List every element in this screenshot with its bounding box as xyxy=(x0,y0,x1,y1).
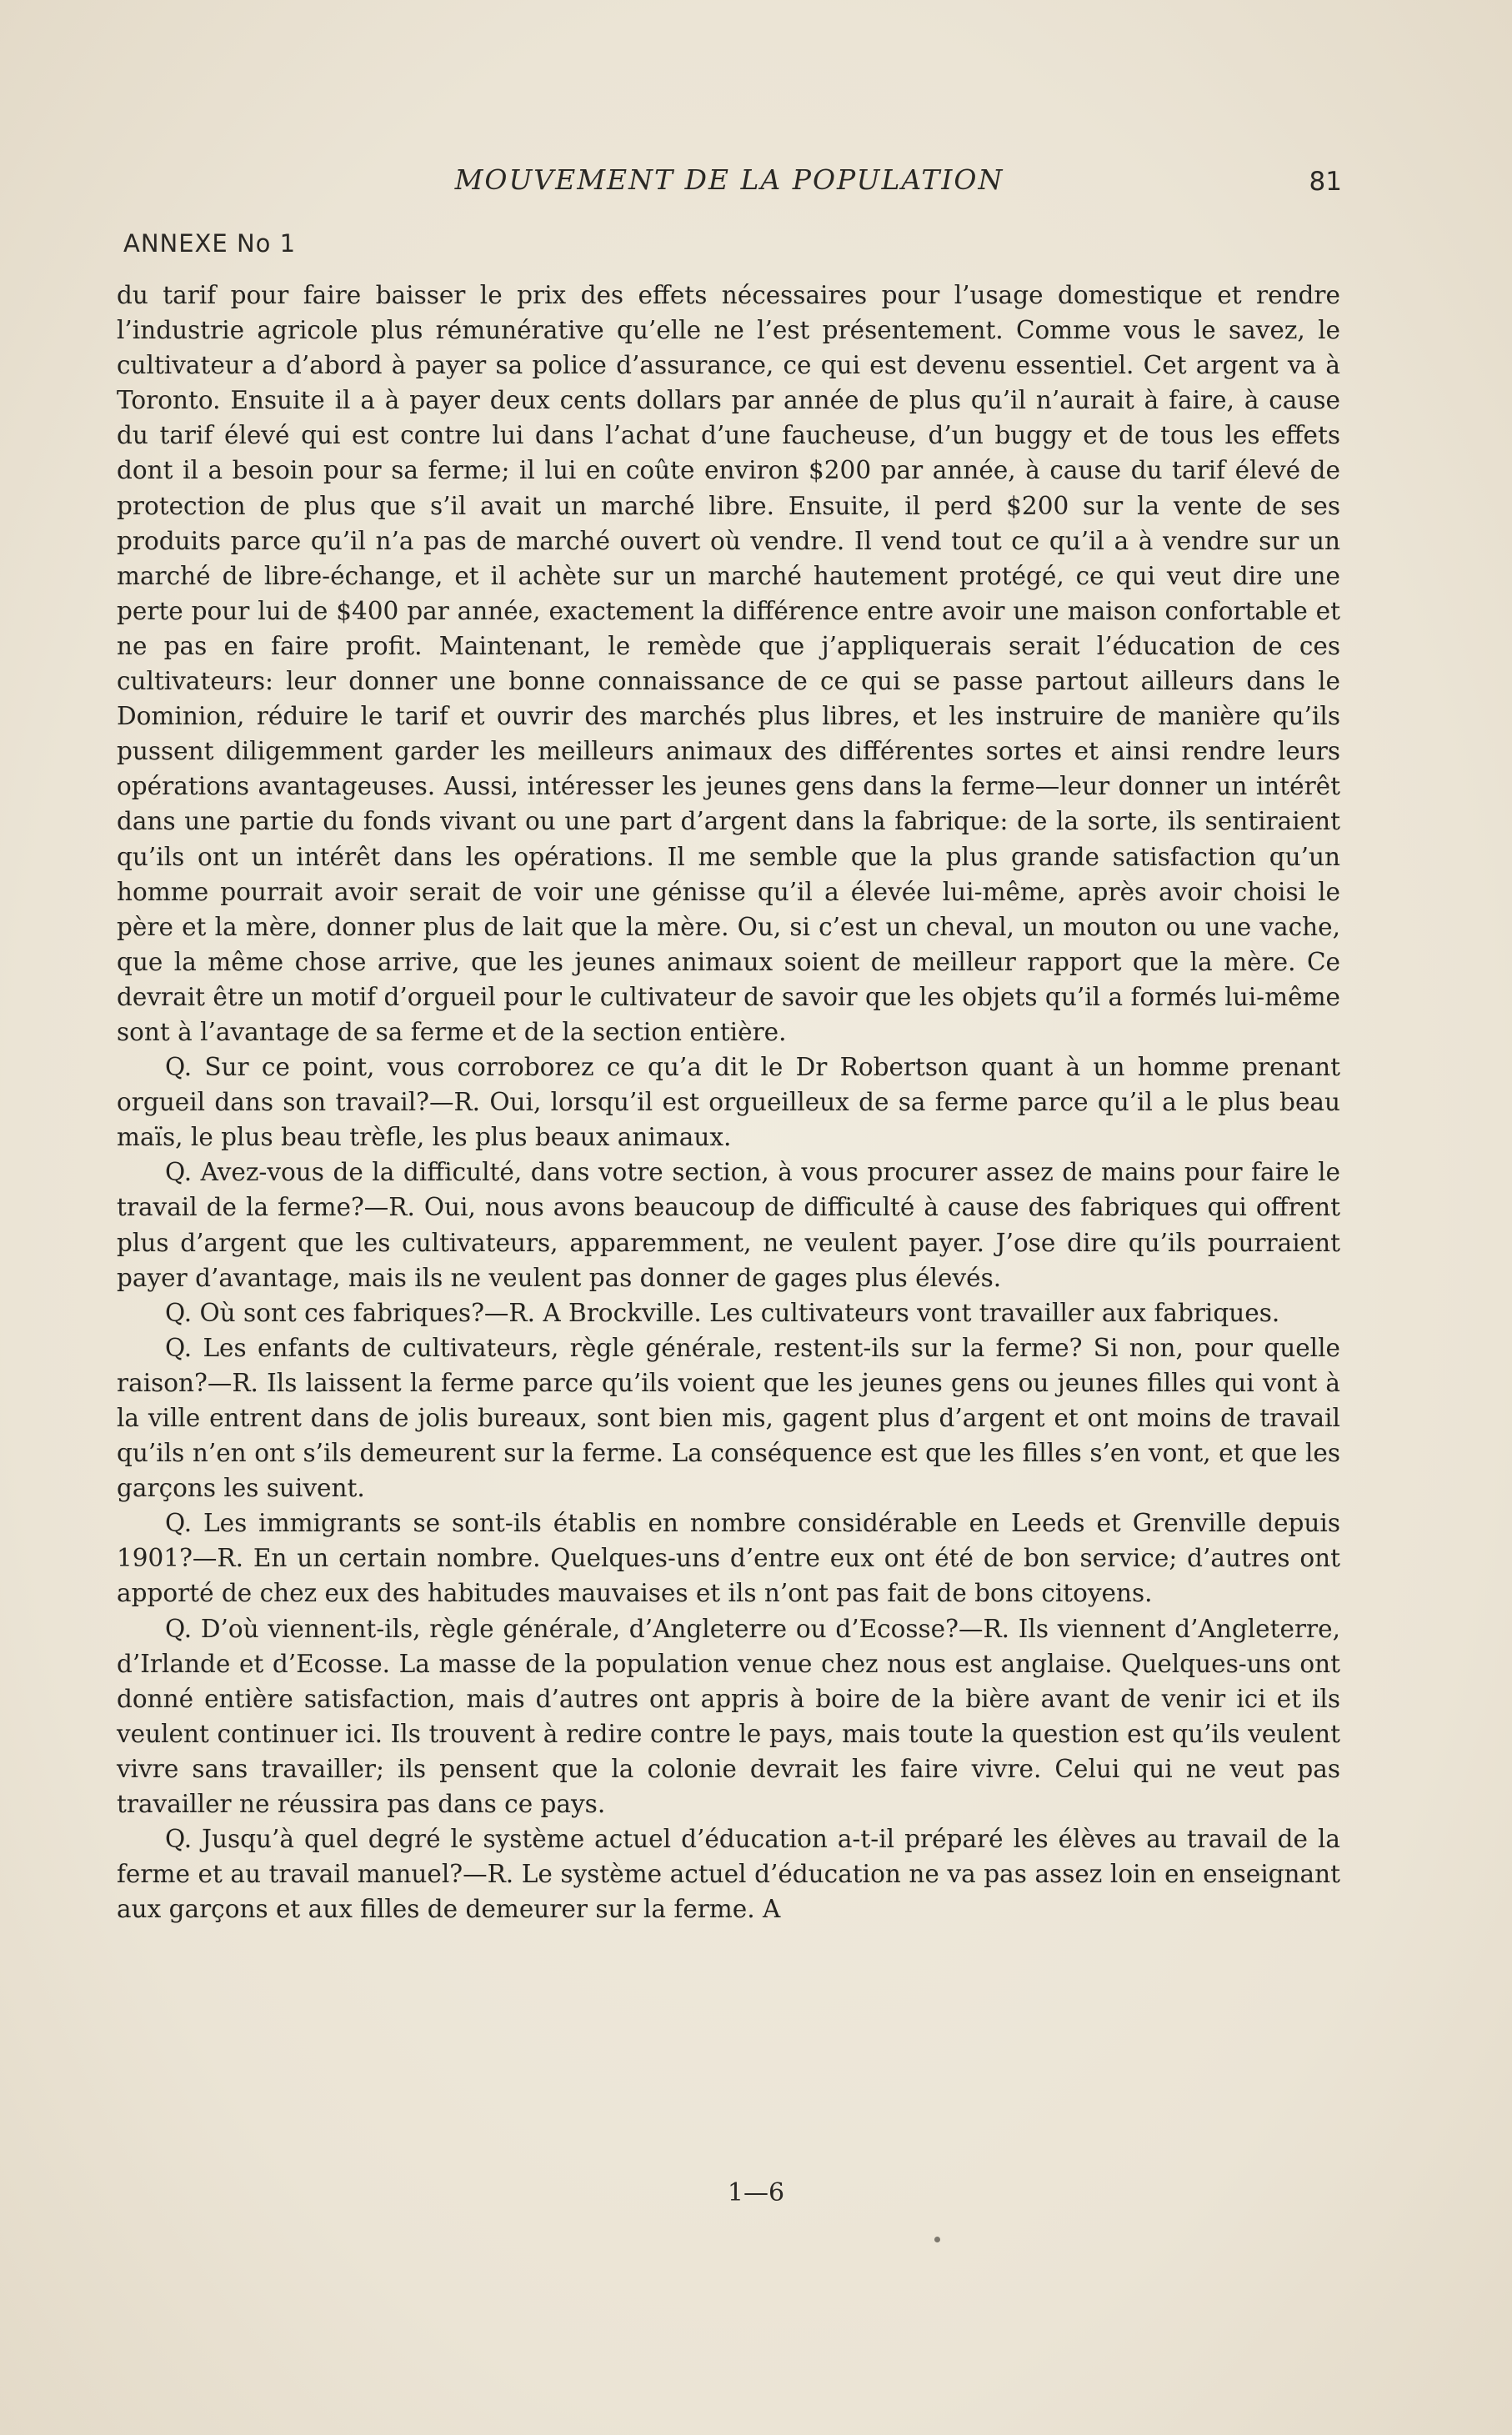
paragraph: Q. Sur ce point, vous corroborez ce qu’a dit le Dr Robertson quant à un homme prenant orgueil dans son travail?—R. Oui, lorsqu’il est orgueilleux de sa ferme parce qu’il a le plus beau maïs, le plus beau trèfle, les plus beaux animaux. xyxy=(117,1053,1340,1152)
print-speck xyxy=(934,2237,940,2242)
page-number: 81 xyxy=(1309,167,1342,197)
running-title: MOUVEMENT DE LA POPULATION xyxy=(454,163,1004,196)
signature-mark: 1—6 xyxy=(727,2178,785,2207)
running-header xyxy=(117,163,1342,205)
paragraph: Q. Où sont ces fabriques?—R. A Brockville. Les cultivateurs vont travailler aux fabriques. xyxy=(165,1298,1280,1327)
annex-label: ANNEXE No 1 xyxy=(123,229,297,258)
paragraph: Q. D’où viennent-ils, règle générale, d’Angleterre ou d’Ecosse?—R. Ils viennent d’Angleterre, d’Irlande et d’Ecosse. La masse de la population venue chez nous est anglaise. Quelques-uns ont donné entière satisfaction, mais d’autres ont appris à boire de la bière avant de venir ici et ils veulent continuer ici. Ils trouvent à redire contre le pays, mais toute la question est qu’ils veulent vivre sans travailler; ils pensent que la colonie devrait les faire vivre. Celui qui ne veut pas travailler ne réussira pas dans ce pays. xyxy=(117,1614,1340,1819)
paragraph: Q. Les enfants de cultivateurs, règle générale, restent-ils sur la ferme? Si non, pour quelle raison?—R. Ils laissent la ferme parce qu’ils voient que les jeunes gens ou jeunes filles qui vont à la ville entrent dans de jolis bureaux, sont bien mis, gagent plus d’argent et ont moins de travail qu’ils n’en ont s’ils demeurent sur la ferme. La conséquence est que les filles s’en vont, et que les garçons les suivent. xyxy=(117,1333,1340,1503)
paragraph: Q. Les immigrants se sont-ils établis en nombre considérable en Leeds et Grenville depuis 1901?—R. En un certain nombre. Quelques-uns d’entre eux ont été de bon service; d’autres ont apporté de chez eux des habitudes mauvaises et ils n’ont pas fait de bons citoyens. xyxy=(117,1509,1340,1608)
paragraph: du tarif pour faire baisser le prix des effets nécessaires pour l’usage domestique et rendre l’industrie agricole plus rémunérative qu’elle ne l’est présentement. Comme vous le savez, le cultivateur a d’abord à payer sa police d’assurance, ce qui est devenu essentiel. Cet argent va à Toronto. Ensuite il a à payer deux cents dollars par année de plus qu’il n’aurait à faire, à cause du tarif élevé qui est contre lui dans l’achat d’une faucheuse, d’un buggy et de tous les effets dont il a besoin pour sa ferme; il lui en coûte environ $200 par année, à cause du tarif élevé de protection de plus que s’il avait un marché libre. Ensuite, il perd $200 sur la vente de ses produits parce qu’il n’a pas de marché ouvert où vendre. Il vend tout ce qu’il a à vendre sur un marché de libre-échange, et il achète sur un marché hautement protégé, ce qui veut dire une perte pour lui de $400 par année, exactement la différence entre avoir une maison confortable et ne pas en faire profit. Maintenant, le remède que j’appliquerais serait l’éducation de ces cultivateurs: leur donner une bonne connaissance de ce qui se passe partout ailleurs dans le Dominion, réduire le tarif et ouvrir des marchés plus libres, et les instruire de manière qu’ils pussent diligemment garder les meilleurs animaux des différentes sortes et ainsi rendre leurs opérations avantageuses. Aussi, intéresser les jeunes gens dans la ferme—leur donner un intérêt dans une partie du fonds vivant ou une part d’argent dans la fabrique: de la sorte, ils sentiraient qu’ils ont un intérêt dans les opérations. Il me semble que la plus grande satisfaction qu’un homme pourrait avoir serait de voir une génisse qu’il a élevée lui-même, après avoir choisi le père et la mère, donner plus de lait que la mère. Ou, si c’est un cheval, un mouton ou une vache, que la même chose arrive, que les jeunes animaux soient de meilleur rapport que la mère. Ce devrait être un motif d’orgueil pour le cultivateur de savoir que les objets qu’il a formés lui-même sont à l’avantage de sa ferme et de la section entière. xyxy=(117,281,1340,1046)
paragraph: Q. Jusqu’à quel degré le système actuel d’éducation a-t-il préparé les élèves au travail de la ferme et au travail manuel?—R. Le système actuel d’éducation ne va pas assez loin en enseignant aux garçons et aux filles de demeurer sur la ferme. A xyxy=(117,1825,1340,1924)
paragraph: Q. Avez-vous de la difficulté, dans votre section, à vous procurer assez de mains pour faire le travail de la ferme?—R. Oui, nous avons beaucoup de difficulté à cause des fabriques qui offrent plus d’argent que les cultivateurs, apparemment, ne veulent payer. J’ose dire qu’ils pourraient payer d’avantage, mais ils ne veulent pas donner de gages plus élevés. xyxy=(117,1158,1340,1292)
body-text xyxy=(117,278,1340,1926)
